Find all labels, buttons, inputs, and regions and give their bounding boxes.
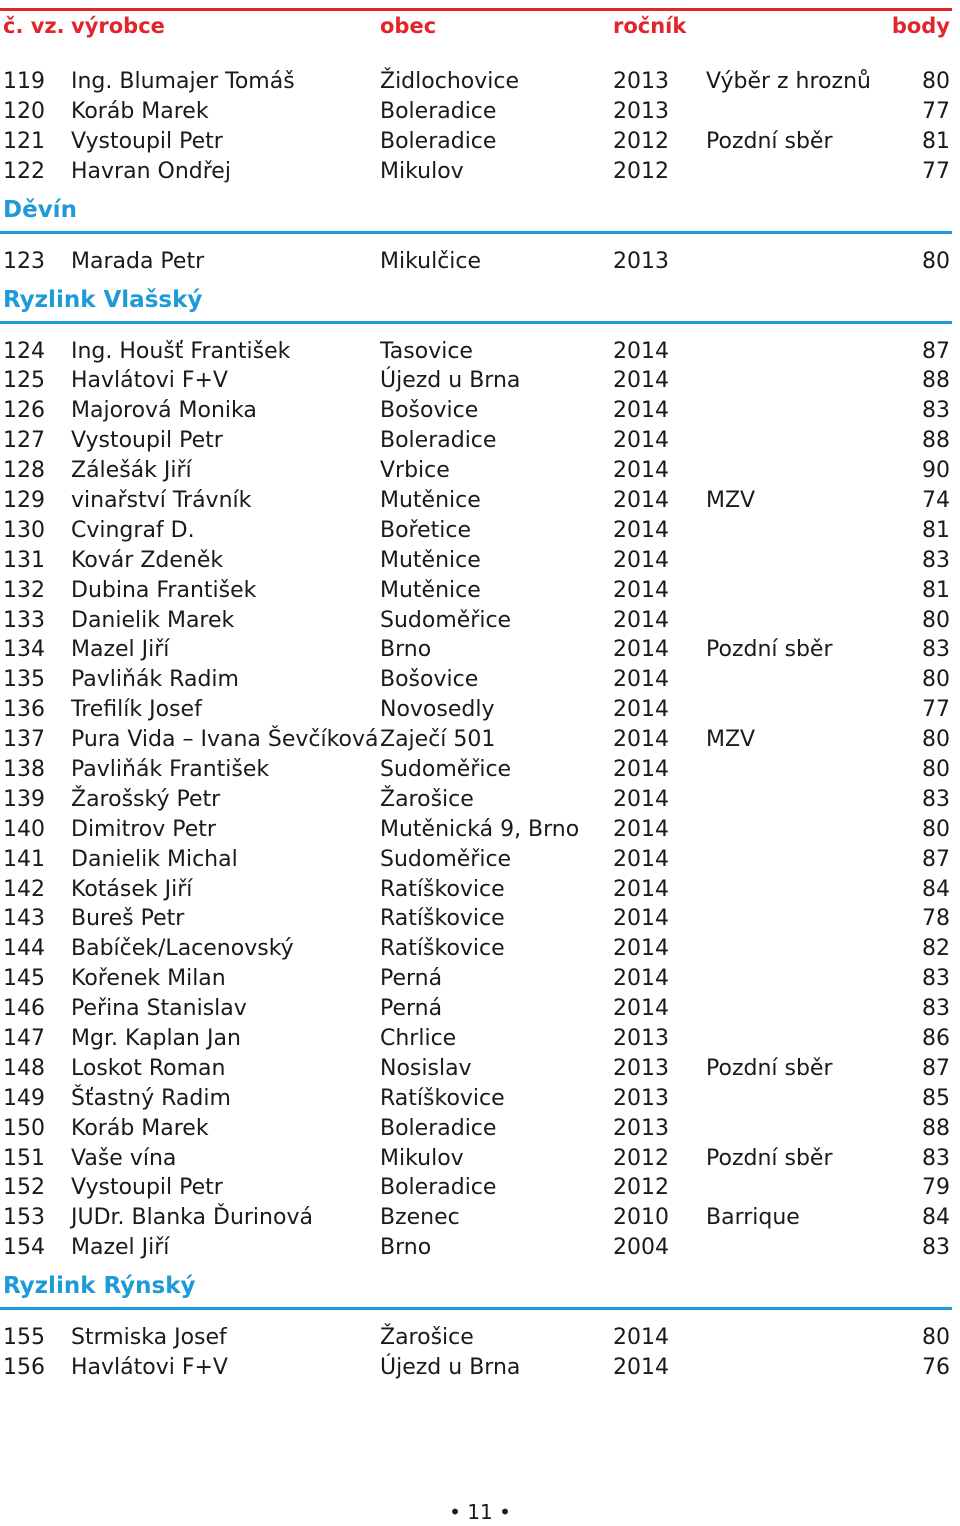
cell-year: 2014 <box>613 547 669 573</box>
cell-points: 83 <box>922 547 950 573</box>
cell-year: 2013 <box>613 1055 669 1081</box>
table-row <box>0 486 960 516</box>
cell-village: Boleradice <box>380 128 497 154</box>
cell-producer: Danielik Michal <box>71 846 238 872</box>
cell-num: 138 <box>3 756 45 782</box>
cell-num: 144 <box>3 936 45 962</box>
cell-num: 147 <box>3 1025 45 1051</box>
section-rule <box>0 321 952 324</box>
cell-points: 83 <box>922 637 950 663</box>
cell-num: 121 <box>3 128 45 154</box>
cell-points: 77 <box>922 158 950 184</box>
cell-year: 2013 <box>613 69 669 94</box>
cell-producer: Ing. Houšť František <box>71 338 291 364</box>
cell-num: 119 <box>3 69 45 94</box>
cell-points: 86 <box>922 1025 950 1051</box>
table-row <box>0 904 960 934</box>
cell-year: 2010 <box>613 1205 669 1231</box>
cell-village: Ratíškovice <box>380 876 505 902</box>
cell-village: Ratíškovice <box>380 936 505 962</box>
cell-village: Mutěnická 9, Brno <box>380 816 580 842</box>
cell-village: Újezd u Brna <box>380 1355 521 1381</box>
table-row <box>0 1084 960 1114</box>
cell-points: 76 <box>922 1355 950 1381</box>
cell-producer: Loskot Roman <box>71 1055 226 1081</box>
cell-points: 80 <box>922 69 950 94</box>
cell-num: 120 <box>3 98 45 124</box>
cell-village: Bošovice <box>380 667 479 693</box>
cell-producer: Mgr. Kaplan Jan <box>71 1025 241 1051</box>
cell-producer: Cvingraf D. <box>71 517 195 543</box>
table-row <box>0 695 960 725</box>
cell-points: 80 <box>922 667 950 693</box>
cell-producer: vinařství Trávník <box>71 487 252 513</box>
cell-producer: Danielik Marek <box>71 607 235 633</box>
table-row <box>0 366 960 396</box>
section-header <box>0 277 960 337</box>
table-row <box>0 606 960 636</box>
cell-year: 2014 <box>613 1325 669 1351</box>
cell-producer: Koráb Marek <box>71 1115 209 1141</box>
cell-num: 154 <box>3 1235 45 1261</box>
table-row <box>0 576 960 606</box>
cell-year: 2012 <box>613 128 669 154</box>
cell-num: 124 <box>3 338 45 364</box>
cell-village: Brno <box>380 637 432 663</box>
cell-producer: Šťastný Radim <box>71 1085 231 1111</box>
cell-num: 151 <box>3 1145 45 1171</box>
table-row <box>0 785 960 815</box>
cell-year: 2014 <box>613 517 669 543</box>
cell-num: 148 <box>3 1055 45 1081</box>
section-rule <box>0 1307 952 1310</box>
cell-num: 132 <box>3 577 45 603</box>
cell-points: 85 <box>922 1085 950 1111</box>
cell-village: Chrlice <box>380 1025 457 1051</box>
table-row <box>0 845 960 875</box>
cell-num: 152 <box>3 1175 45 1201</box>
table-row <box>0 396 960 426</box>
cell-year: 2014 <box>613 667 669 693</box>
cell-village: Boleradice <box>380 1175 497 1201</box>
cell-village: Mutěnice <box>380 547 481 573</box>
table-row <box>0 1323 960 1353</box>
table-row <box>0 247 960 277</box>
cell-note: Pozdní sběr <box>706 1145 833 1171</box>
cell-village: Ratíškovice <box>380 906 505 932</box>
header-producer: výrobce <box>71 14 165 38</box>
cell-points: 81 <box>922 128 950 154</box>
cell-points: 83 <box>922 398 950 424</box>
cell-points: 87 <box>922 338 950 364</box>
cell-producer: Havlátovi F+V <box>71 1355 228 1381</box>
cell-village: Sudoměřice <box>380 756 512 782</box>
cell-producer: Marada Petr <box>71 248 205 274</box>
cell-num: 150 <box>3 1115 45 1141</box>
cell-village: Boleradice <box>380 428 497 454</box>
cell-producer: JUDr. Blanka Ďurinová <box>71 1205 313 1231</box>
cell-year: 2014 <box>613 607 669 633</box>
table-row <box>0 875 960 905</box>
table-row <box>0 516 960 546</box>
cell-points: 87 <box>922 1055 950 1081</box>
cell-points: 88 <box>922 1115 950 1141</box>
cell-note: Pozdní sběr <box>706 637 833 663</box>
cell-num: 126 <box>3 398 45 424</box>
cell-producer: Vaše vína <box>71 1145 177 1171</box>
header-village: obec <box>380 14 437 38</box>
header-points: body <box>891 14 950 38</box>
cell-points: 82 <box>922 936 950 962</box>
cell-num: 131 <box>3 547 45 573</box>
cell-year: 2014 <box>613 727 669 753</box>
cell-note: MZV <box>706 727 756 753</box>
table-row <box>0 1233 960 1263</box>
cell-num: 140 <box>3 816 45 842</box>
cell-village: Mikulčice <box>380 248 482 274</box>
cell-num: 146 <box>3 996 45 1022</box>
cell-num: 141 <box>3 846 45 872</box>
cell-village: Bošovice <box>380 398 479 424</box>
header-top-rule <box>0 8 952 11</box>
table-row <box>0 127 960 157</box>
cell-points: 83 <box>922 786 950 812</box>
cell-num: 127 <box>3 428 45 454</box>
cell-num: 125 <box>3 368 45 394</box>
section <box>0 187 960 277</box>
cell-village: Újezd u Brna <box>380 368 521 394</box>
cell-producer: Dubina František <box>71 577 257 603</box>
cell-year: 2014 <box>613 906 669 932</box>
cell-points: 83 <box>922 1235 950 1261</box>
cell-note: Pozdní sběr <box>706 1055 833 1081</box>
table-row <box>0 1144 960 1174</box>
cell-year: 2014 <box>613 398 669 424</box>
cell-village: Mikulov <box>380 1145 464 1171</box>
cell-num: 142 <box>3 876 45 902</box>
cell-producer: Pavliňák František <box>71 756 270 782</box>
cell-num: 139 <box>3 786 45 812</box>
cell-village: Brno <box>380 1235 432 1261</box>
page-number: • 11 • <box>449 1500 511 1524</box>
cell-num: 136 <box>3 697 45 723</box>
cell-village: Bořetice <box>380 517 472 543</box>
cell-year: 2014 <box>613 338 669 364</box>
cell-year: 2013 <box>613 1085 669 1111</box>
cell-num: 155 <box>3 1325 45 1351</box>
cell-num: 143 <box>3 906 45 932</box>
cell-producer: Koráb Marek <box>71 98 209 124</box>
cell-year: 2014 <box>613 1355 669 1381</box>
cell-village: Žarošice <box>380 786 474 812</box>
cell-producer: Trefilík Josef <box>71 697 202 723</box>
cell-producer: Vystoupil Petr <box>71 428 223 454</box>
cell-note: Výběr z hroznů <box>706 69 871 94</box>
cell-num: 129 <box>3 487 45 513</box>
cell-num: 135 <box>3 667 45 693</box>
table-row <box>0 426 960 456</box>
cell-points: 81 <box>922 517 950 543</box>
cell-num: 122 <box>3 158 45 184</box>
cell-year: 2014 <box>613 846 669 872</box>
cell-producer: Majorová Monika <box>71 398 257 424</box>
cell-year: 2014 <box>613 577 669 603</box>
cell-year: 2014 <box>613 458 669 484</box>
table-row <box>0 1024 960 1054</box>
cell-year: 2013 <box>613 248 669 274</box>
cell-points: 77 <box>922 98 950 124</box>
cell-points: 80 <box>922 727 950 753</box>
cell-points: 80 <box>922 248 950 274</box>
cell-points: 88 <box>922 368 950 394</box>
cell-points: 84 <box>922 876 950 902</box>
section-header <box>0 187 960 247</box>
cell-note: MZV <box>706 487 756 513</box>
cell-producer: Bureš Petr <box>71 906 185 932</box>
cell-year: 2014 <box>613 637 669 663</box>
cell-producer: Peřina Stanislav <box>71 996 247 1022</box>
cell-num: 128 <box>3 458 45 484</box>
table-row <box>0 964 960 994</box>
cell-year: 2014 <box>613 936 669 962</box>
cell-num: 145 <box>3 966 45 992</box>
cell-points: 88 <box>922 428 950 454</box>
cell-producer: Havran Ondřej <box>71 158 231 184</box>
table-row <box>0 725 960 755</box>
cell-producer: Pura Vida – Ivana Ševčíková <box>71 727 379 753</box>
cell-points: 80 <box>922 607 950 633</box>
cell-year: 2014 <box>613 996 669 1022</box>
header-number: č. vz. <box>3 14 65 38</box>
section <box>0 1263 960 1383</box>
cell-points: 83 <box>922 1145 950 1171</box>
cell-producer: Žarošský Petr <box>71 786 221 812</box>
cell-year: 2012 <box>613 1145 669 1171</box>
cell-note: Pozdní sběr <box>706 128 833 154</box>
cell-points: 90 <box>922 458 950 484</box>
cell-points: 81 <box>922 577 950 603</box>
table-row <box>0 994 960 1024</box>
cell-points: 78 <box>922 906 950 932</box>
cell-producer: Mazel Jiří <box>71 637 170 663</box>
cell-year: 2014 <box>613 966 669 992</box>
section-title: Ryzlink Vlašský <box>3 286 203 313</box>
cell-num: 149 <box>3 1085 45 1111</box>
cell-points: 80 <box>922 1325 950 1351</box>
cell-village: Bzenec <box>380 1205 460 1231</box>
cell-year: 2014 <box>613 428 669 454</box>
cell-village: Mikulov <box>380 158 464 184</box>
table-row <box>0 635 960 665</box>
cell-num: 156 <box>3 1355 45 1381</box>
cell-num: 137 <box>3 727 45 753</box>
table-row <box>0 157 960 187</box>
table-row <box>0 1203 960 1233</box>
cell-points: 74 <box>922 487 950 513</box>
cell-producer: Ing. Blumajer Tomáš <box>71 69 295 94</box>
table-row <box>0 67 960 97</box>
section-title: Ryzlink Rýnský <box>3 1273 196 1300</box>
cell-village: Tasovice <box>380 338 473 364</box>
cell-points: 80 <box>922 816 950 842</box>
cell-producer: Kovár Zdeněk <box>71 547 224 573</box>
cell-year: 2004 <box>613 1235 669 1261</box>
header-vintage: ročník <box>613 14 687 38</box>
cell-village: Mutěnice <box>380 487 481 513</box>
cell-village: Vrbice <box>380 458 450 484</box>
cell-village: Nosislav <box>380 1055 472 1081</box>
cell-producer: Strmiska Josef <box>71 1325 227 1351</box>
cell-village: Ratíškovice <box>380 1085 505 1111</box>
cell-num: 133 <box>3 607 45 633</box>
cell-village: Žarošice <box>380 1325 474 1351</box>
cell-year: 2012 <box>613 1175 669 1201</box>
cell-producer: Kořenek Milan <box>71 966 226 992</box>
table-row <box>0 1353 960 1383</box>
cell-points: 83 <box>922 966 950 992</box>
cell-points: 77 <box>922 697 950 723</box>
table-row <box>0 337 960 367</box>
section-title: Děvín <box>3 196 77 223</box>
cell-year: 2013 <box>613 1025 669 1051</box>
cell-year: 2014 <box>613 816 669 842</box>
cell-year: 2014 <box>613 876 669 902</box>
table-row <box>0 546 960 576</box>
table-row <box>0 456 960 486</box>
cell-village: Novosedly <box>380 697 495 723</box>
cell-village: Sudoměřice <box>380 846 512 872</box>
cell-num: 130 <box>3 517 45 543</box>
cell-village: Zaječí 501 <box>380 727 496 753</box>
table-row <box>0 665 960 695</box>
cell-year: 2013 <box>613 98 669 124</box>
cell-points: 79 <box>922 1175 950 1201</box>
cell-producer: Pavliňák Radim <box>71 667 239 693</box>
table-row <box>0 97 960 127</box>
cell-points: 80 <box>922 756 950 782</box>
cell-producer: Zálešák Jiří <box>71 458 192 484</box>
cell-points: 84 <box>922 1205 950 1231</box>
cell-village: Perná <box>380 966 443 992</box>
cell-points: 87 <box>922 846 950 872</box>
table-row <box>0 1114 960 1144</box>
cell-year: 2013 <box>613 1115 669 1141</box>
table-row <box>0 815 960 845</box>
table-row <box>0 934 960 964</box>
cell-producer: Vystoupil Petr <box>71 1175 223 1201</box>
cell-year: 2014 <box>613 368 669 394</box>
table-row <box>0 1173 960 1203</box>
cell-num: 123 <box>3 248 45 274</box>
cell-village: Boleradice <box>380 1115 497 1141</box>
cell-producer: Kotásek Jiří <box>71 876 193 902</box>
section <box>0 67 960 187</box>
cell-village: Boleradice <box>380 98 497 124</box>
cell-points: 83 <box>922 996 950 1022</box>
section-header <box>0 1263 960 1323</box>
cell-num: 134 <box>3 637 45 663</box>
section <box>0 277 960 1264</box>
cell-producer: Babíček/Lacenovský <box>71 936 294 962</box>
cell-note: Barrique <box>706 1205 800 1231</box>
cell-village: Sudoměřice <box>380 607 512 633</box>
cell-year: 2014 <box>613 487 669 513</box>
cell-year: 2014 <box>613 786 669 812</box>
cell-num: 153 <box>3 1205 45 1231</box>
cell-producer: Mazel Jiří <box>71 1235 170 1261</box>
section-rule <box>0 231 952 234</box>
table-header <box>0 14 960 42</box>
table-row <box>0 1054 960 1084</box>
cell-year: 2014 <box>613 697 669 723</box>
table-row <box>0 755 960 785</box>
cell-year: 2014 <box>613 756 669 782</box>
cell-year: 2012 <box>613 158 669 184</box>
cell-village: Mutěnice <box>380 577 481 603</box>
cell-village: Židlochovice <box>380 69 519 94</box>
cell-producer: Dimitrov Petr <box>71 816 216 842</box>
cell-producer: Havlátovi F+V <box>71 368 228 394</box>
cell-village: Perná <box>380 996 443 1022</box>
cell-producer: Vystoupil Petr <box>71 128 223 154</box>
